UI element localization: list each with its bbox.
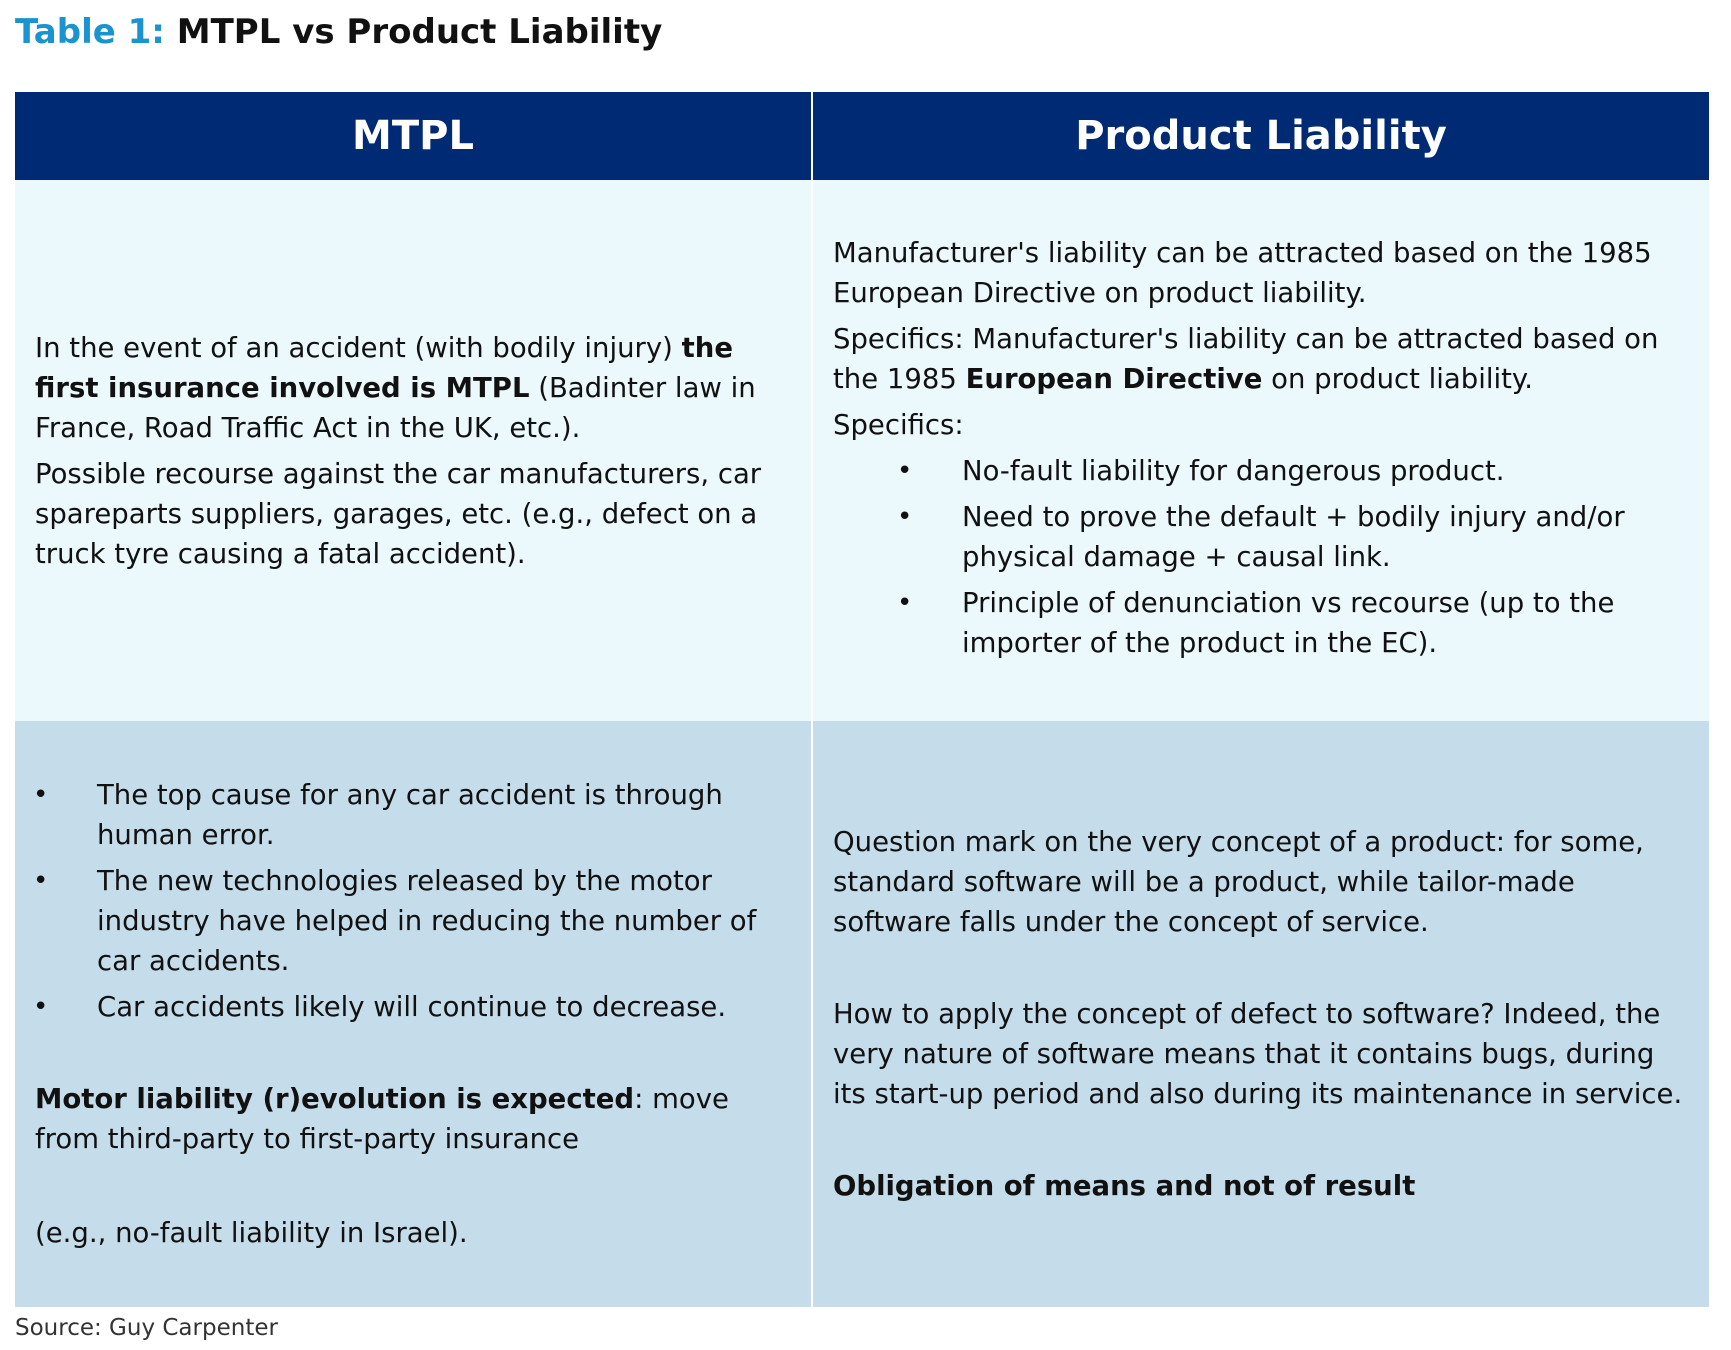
product-row2-paragraph-3 — [833, 1166, 1689, 1206]
bullet-icon: • — [33, 866, 49, 896]
mtpl-row2-paragraph-2: (e.g., no-fault liability in Israel). — [35, 1217, 468, 1249]
table-title-text: MTPL vs Product Liability — [176, 12, 663, 52]
header-mtpl: MTPL — [15, 92, 811, 180]
list-item-text: The top cause for any car accident is through human error. — [97, 779, 723, 851]
cell-product-row2 — [811, 721, 1709, 1307]
bullet-icon: • — [33, 780, 49, 810]
mtpl-row1-paragraph-1 — [35, 328, 791, 448]
product-row1-paragraph-2 — [833, 319, 1689, 399]
cell-mtpl-row2 — [15, 721, 811, 1307]
list-item-text: Need to prove the default + bodily injury and/or physical damage + causal link. — [962, 500, 1625, 573]
list-item — [35, 861, 791, 981]
text: (Badinter law in France, Road Traffic Act in the UK, etc.). — [35, 371, 756, 444]
list-item — [833, 451, 1689, 491]
product-row1-paragraph-1: Manufacturer's liability can be attracted based on the 1985 European Directive on product liability. — [833, 236, 1652, 309]
list-item-text: The new technologies released by the motor industry have helped in reducing the number of car accidents. — [97, 865, 757, 977]
bold-text: European Directive — [965, 362, 1263, 395]
text: In the event of an accident (with bodily injury) — [35, 331, 682, 364]
cell-product-row1 — [811, 180, 1709, 721]
mtpl-trends-list — [35, 775, 791, 1027]
bullet-icon: • — [33, 992, 49, 1022]
list-item — [833, 583, 1689, 663]
header-product-liability: Product Liability — [811, 92, 1709, 180]
product-row1-paragraph-3: Specifics: — [833, 408, 964, 441]
spacer — [833, 948, 1689, 994]
text: : move from third-party to first-party insurance — [35, 1083, 729, 1155]
bullet-icon: • — [897, 455, 913, 486]
list-item — [35, 775, 791, 855]
spacer — [35, 1033, 791, 1079]
bullet-icon: • — [897, 501, 913, 532]
mtpl-row2-paragraph-1 — [35, 1079, 791, 1159]
source-note: Source: Guy Carpenter — [15, 1315, 278, 1341]
list-item-text: Principle of denunciation vs recourse (up to the importer of the product in the EC). — [962, 586, 1615, 659]
product-row2-paragraph-1: Question mark on the very concept of a product: for some, standard software will be a product, while tailor-made software falls under the concept of service. — [833, 826, 1644, 938]
comparison-table — [15, 92, 1709, 1307]
product-row2-paragraph-2: How to apply the concept of defect to software? Indeed, the very nature of software means that it contains bugs, during its start-up period and also during its maintenance in service. — [833, 998, 1683, 1110]
spacer — [35, 1165, 791, 1213]
mtpl-row1-paragraph-2: Possible recourse against the car manufacturers, car spareparts suppliers, garages, etc. (e.g., defect on a truck tyre causing a fatal accident). — [35, 457, 762, 570]
list-item — [833, 497, 1689, 577]
list-item-text: No-fault liability for dangerous product. — [962, 454, 1505, 487]
table-title — [15, 12, 662, 52]
list-item-text: Car accidents likely will continue to decrease. — [97, 991, 727, 1023]
product-specifics-list — [833, 451, 1689, 663]
list-item — [35, 987, 791, 1027]
bold-text: Motor liability (r)evolution is expected — [35, 1083, 635, 1115]
text: on product liability. — [1262, 362, 1534, 395]
spacer — [833, 1120, 1689, 1166]
bold-text: the first insurance involved is MTPL — [35, 331, 733, 404]
cell-mtpl-row1 — [15, 180, 811, 721]
bold-text: Obligation of means and not of result — [833, 1170, 1416, 1202]
table-number-label: Table 1: — [15, 12, 165, 52]
text: Specifics: Manufacturer's liability can be attracted based on the 1985 — [833, 322, 1659, 395]
bullet-icon: • — [897, 587, 913, 618]
